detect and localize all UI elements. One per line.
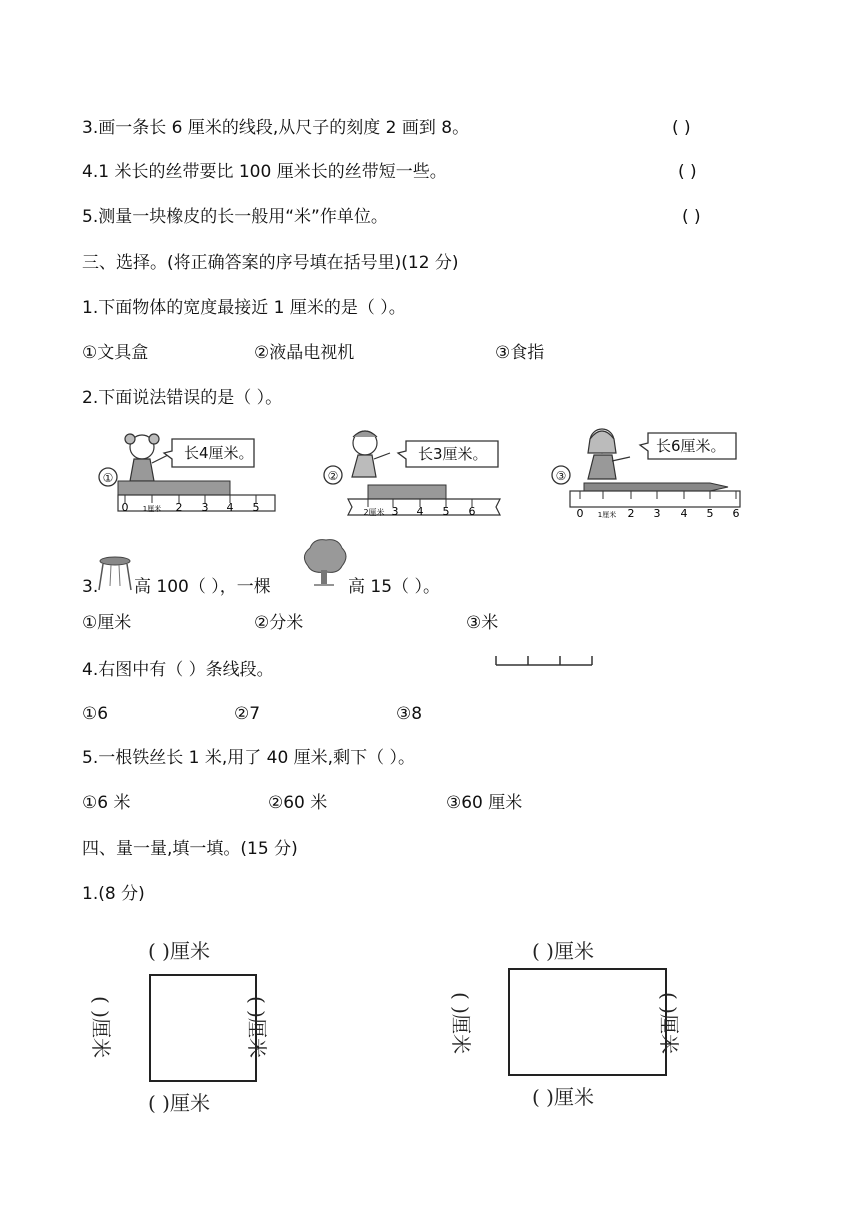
choice-q3-part1: 高 100（ ），一棵 (134, 577, 271, 597)
tick-label: 4 (226, 501, 234, 514)
choice-q1-option-3: ③食指 (495, 343, 545, 363)
tick-label: 2厘米 (363, 508, 385, 517)
blank-rect-left-vertical[interactable]: ( )厘米 (448, 992, 473, 1054)
tick-label: 0 (121, 501, 129, 514)
choice-q1: 1.下面物体的宽度最接近 1 厘米的是（ ）。 (82, 298, 406, 318)
tick-label: 1厘米 (597, 511, 617, 519)
blank-bottom-left[interactable]: ( )厘米 (148, 1091, 210, 1115)
panel-2-speech: 长3厘米。 (418, 445, 488, 463)
panel-3-number: ③ (555, 469, 567, 483)
tick-label: 3 (391, 505, 399, 518)
tree-icon (300, 538, 348, 588)
choice-q3-option-3: ③米 (466, 613, 499, 633)
choice-q4-option-2: ②7 (234, 704, 261, 724)
girl-icon (125, 434, 168, 481)
tick-label: 5 (252, 501, 260, 514)
choice-q5-option-3: ③60 厘米 (446, 793, 523, 813)
tick-label: 0 (576, 507, 584, 520)
choice-q4-option-1: ①6 (82, 704, 109, 724)
measure-q1: 1.(8 分) (82, 884, 145, 904)
blank-left-vertical[interactable]: ( )厘米 (88, 996, 113, 1058)
tick-label: 2 (627, 507, 635, 520)
judge-q4: 4.1 米长的丝带要比 100 厘米长的丝带短一些。 (82, 162, 447, 182)
blank-top-left[interactable]: ( )厘米 (148, 939, 210, 963)
judge-q5: 5.测量一块橡皮的长一般用“米”作单位。 (82, 207, 388, 227)
choice-q1-option-1: ①文具盒 (82, 343, 149, 363)
choice-q3-part2: 高 15（ ）。 (348, 577, 440, 597)
blank-rect-right-vertical[interactable]: ( )厘米 (656, 992, 681, 1054)
tick-label: 5 (706, 507, 714, 520)
tick-label: 3 (201, 501, 209, 514)
choice-q4: 4.右图中有（ ）条线段。 (82, 660, 274, 680)
answer-paren[interactable]: ( ) (672, 118, 691, 138)
choice-q3-number: 3. (82, 577, 99, 597)
answer-paren[interactable]: ( ) (678, 162, 697, 182)
rectangle-shape (508, 968, 667, 1076)
tick-label: 4 (680, 507, 688, 520)
tick-label: 6 (468, 505, 476, 518)
tick-label: 6 (732, 507, 740, 520)
choice-q1-option-2: ②液晶电视机 (254, 343, 355, 363)
panel-1-number: ① (102, 471, 114, 485)
choice-q3-option-2: ②分米 (254, 613, 304, 633)
choice-q3-option-1: ①厘米 (82, 613, 132, 633)
blank-top-right[interactable]: ( )厘米 (532, 939, 594, 963)
girl-icon (588, 429, 630, 479)
choice-q5-option-1: ①6 米 (82, 793, 131, 813)
blank-bottom-right[interactable]: ( )厘米 (532, 1085, 594, 1109)
tick-label: 2 (175, 501, 183, 514)
tick-label: 3 (653, 507, 661, 520)
panel-2 (324, 431, 500, 518)
blank-right-vertical[interactable]: ( )厘米 (244, 996, 269, 1058)
boy-icon (352, 431, 390, 477)
judge-q3: 3.画一条长 6 厘米的线段,从尺子的刻度 2 画到 8。 (82, 118, 470, 138)
ruler-illustration (90, 425, 760, 525)
tick-label: 4 (416, 505, 424, 518)
section-3-title: 三、选择。(将正确答案的序号填在括号里)(12 分) (82, 253, 459, 273)
panel-3-speech: 长6厘米。 (656, 437, 726, 455)
tick-label: 5 (442, 505, 450, 518)
panel-1-speech: 长4厘米。 (184, 444, 254, 462)
square-shape (149, 974, 257, 1082)
answer-paren[interactable]: ( ) (682, 207, 701, 227)
segment-diagram (494, 652, 596, 668)
panel-1 (99, 434, 275, 514)
choice-q2: 2.下面说法错误的是（ ）。 (82, 388, 283, 408)
panel-3 (552, 429, 740, 520)
tick-label: 1厘米 (142, 505, 162, 513)
stool-icon (98, 556, 132, 592)
section-4-title: 四、量一量,填一填。(15 分) (82, 839, 298, 859)
choice-q4-option-3: ③8 (396, 704, 423, 724)
choice-q5-option-2: ②60 米 (268, 793, 328, 813)
choice-q5: 5.一根铁丝长 1 米,用了 40 厘米,剩下（ ）。 (82, 748, 415, 768)
panel-2-number: ② (327, 469, 339, 483)
